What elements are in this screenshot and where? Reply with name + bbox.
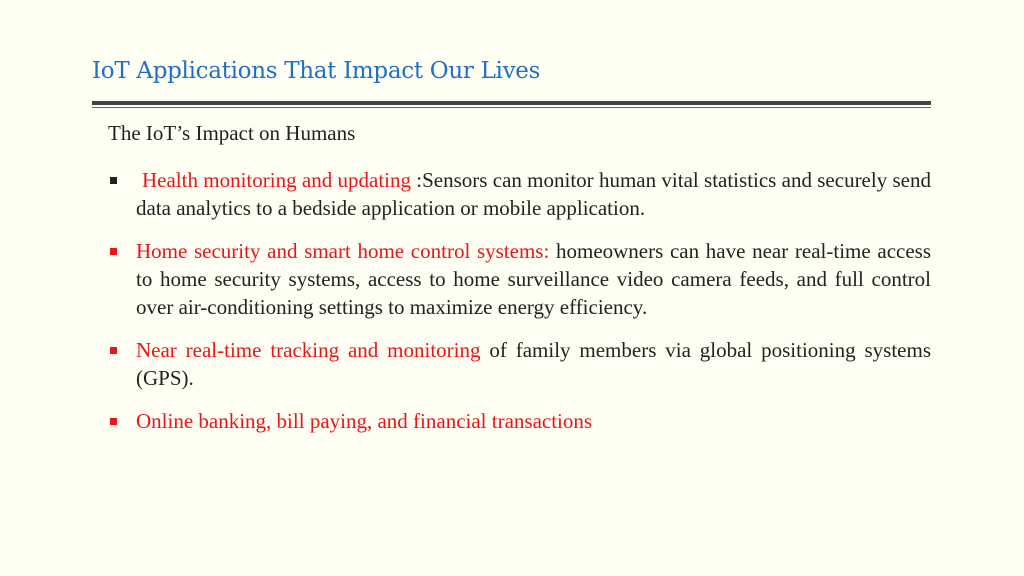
square-bullet-icon [110,177,117,184]
title-underline-thin [92,107,931,108]
square-bullet-icon [110,347,117,354]
bullet-item-home-security [108,237,931,321]
bullet-text: :Sensors can monitor human vital statistics and securely send data analytics to a bedside application or mobile application. [136,168,931,220]
slide-subtitle: The IoT’s Impact on Humans [108,121,356,145]
square-bullet-icon [110,418,117,425]
bullet-highlight: Near real-time tracking and monitoring [136,338,481,362]
bullet-highlight: Home security and smart home control systems: [136,239,550,263]
title-underline-thick [92,101,931,105]
bullet-text: of family members via global positioning systems (GPS). [136,338,931,390]
bullet-highlight: Health monitoring and updating [142,168,411,192]
bullet-item-health [108,166,931,222]
bullet-highlight: Online banking, bill paying, and financial transactions [136,409,593,433]
bullet-text: homeowners can have near real-time access to home security systems, access to home surveillance video camera feeds, and full control over air-conditioning settings to maximize energy efficiency. [136,239,931,319]
slide-title: IoT Applications That Impact Our Lives [92,58,541,84]
bullet-item-tracking [108,336,931,392]
square-bullet-icon [110,248,117,255]
bullet-item-banking [108,407,931,435]
bullet-list [108,166,931,450]
